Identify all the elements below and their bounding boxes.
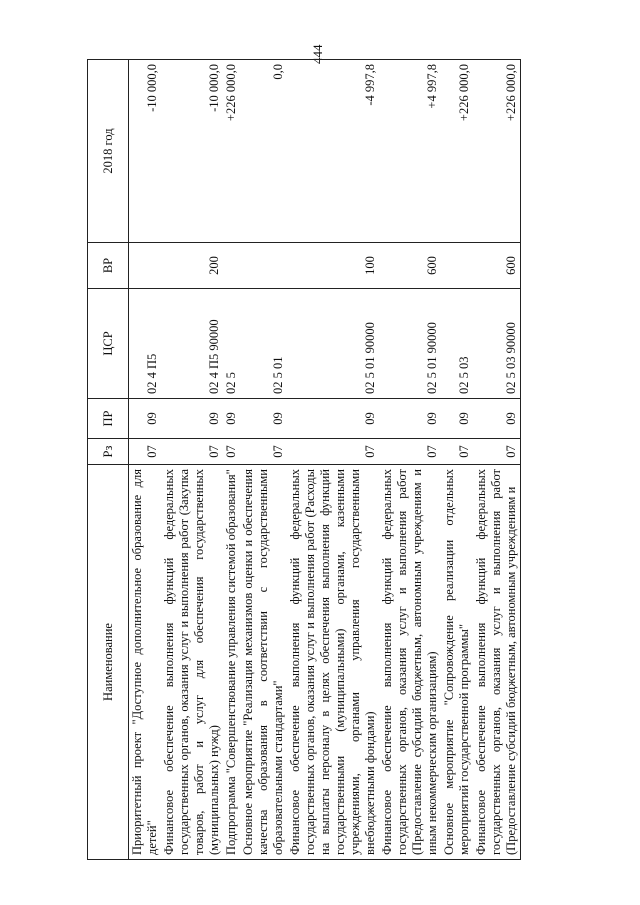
cell-vr: 100 [287, 243, 379, 289]
cell-csr: 02 5 03 90000 [473, 289, 521, 399]
table-row [223, 60, 240, 860]
cell-name: Финансовое обеспечение выполнения функций федеральных государственных органов, оказания услуг и выполнения работ (Предоставление субсидий бюджетным, автономным учреждениям и иным некоммерческим организациям) [379, 465, 441, 860]
cell-rz: 07 [161, 439, 223, 465]
cell-pr: 09 [240, 399, 287, 439]
cell-csr: 02 4 П5 [129, 289, 162, 399]
cell-amount: +4 997,8 [379, 60, 441, 243]
cell-rz: 07 [223, 439, 240, 465]
cell-csr: 02 5 [223, 289, 240, 399]
cell-vr [129, 243, 162, 289]
cell-name: Подпрограмма "Совершенствование управления системой образования" [223, 465, 240, 860]
cell-amount: -10 000,0 [129, 60, 162, 243]
table-row [240, 60, 287, 860]
cell-name: Основное мероприятие "Реализация механизмов оценки и обеспечения качества образования в соответствии с государственными образовательными стандартами" [240, 465, 287, 860]
cell-rz: 07 [441, 439, 473, 465]
cell-name: Приоритетный проект "Доступное дополнительное образование для детей" [129, 465, 162, 860]
cell-amount: 0,0 [240, 60, 287, 243]
cell-vr [441, 243, 473, 289]
header-pr: ПР [88, 399, 129, 439]
cell-amount: -4 997,8 [287, 60, 379, 243]
cell-vr [240, 243, 287, 289]
cell-amount: +226 000,0 [473, 60, 521, 243]
cell-csr: 02 5 01 90000 [287, 289, 379, 399]
table-header-row [88, 60, 129, 860]
cell-pr: 09 [161, 399, 223, 439]
cell-csr: 02 4 П5 90000 [161, 289, 223, 399]
cell-pr: 09 [441, 399, 473, 439]
cell-name: Основное мероприятие "Сопровождение реализации отдельных мероприятий государственной программы" [441, 465, 473, 860]
cell-rz: 07 [129, 439, 162, 465]
cell-rz: 07 [240, 439, 287, 465]
cell-name: Финансовое обеспечение выполнения функций федеральных государственных органов, оказания услуг и выполнения работ (Предоставление субсидий бюджетным, автономным учреждениям и [473, 465, 521, 860]
header-name: Наименование [88, 465, 129, 860]
page-number: 444 [310, 44, 325, 64]
cell-rz: 07 [379, 439, 441, 465]
cell-pr: 09 [287, 399, 379, 439]
table-body [129, 60, 521, 860]
table-row [129, 60, 162, 860]
table-row [441, 60, 473, 860]
cell-csr: 02 5 03 [441, 289, 473, 399]
cell-rz: 07 [287, 439, 379, 465]
cell-pr: 09 [129, 399, 162, 439]
cell-rz: 07 [473, 439, 521, 465]
header-csr: ЦСР [88, 289, 129, 399]
cell-vr [223, 243, 240, 289]
cell-csr: 02 5 01 [240, 289, 287, 399]
cell-pr: 09 [223, 399, 240, 439]
table-row [287, 60, 379, 860]
table-row [161, 60, 223, 860]
cell-amount: +226 000,0 [223, 60, 240, 243]
header-rz: Рз [88, 439, 129, 465]
cell-name: Финансовое обеспечение выполнения функций федеральных государственных органов, оказания услуг и выполнения работ (Закупка товаров, работ и услуг для обеспечения государственных (муниципальных) нужд) [161, 465, 223, 860]
cell-pr: 09 [379, 399, 441, 439]
cell-vr: 600 [379, 243, 441, 289]
cell-name: Финансовое обеспечение выполнения функций федеральных государственных органов, оказания услуг и выполнения работ (Расходы на выплаты персоналу в целях обеспечения выполнения функций государственными (муниципальными) органами, казенными учреждениями, органами управления государственными внебюджетными фондами) [287, 465, 379, 860]
cell-csr: 02 5 01 90000 [379, 289, 441, 399]
cell-amount: -10 000,0 [161, 60, 223, 243]
cell-pr: 09 [473, 399, 521, 439]
table-row [473, 60, 521, 860]
rotated-table-container [87, 60, 607, 860]
table-row [379, 60, 441, 860]
cell-vr: 600 [473, 243, 521, 289]
cell-amount: +226 000,0 [441, 60, 473, 243]
header-year: 2018 год [88, 60, 129, 243]
header-vr: ВР [88, 243, 129, 289]
budget-table [87, 59, 521, 860]
cell-vr: 200 [161, 243, 223, 289]
